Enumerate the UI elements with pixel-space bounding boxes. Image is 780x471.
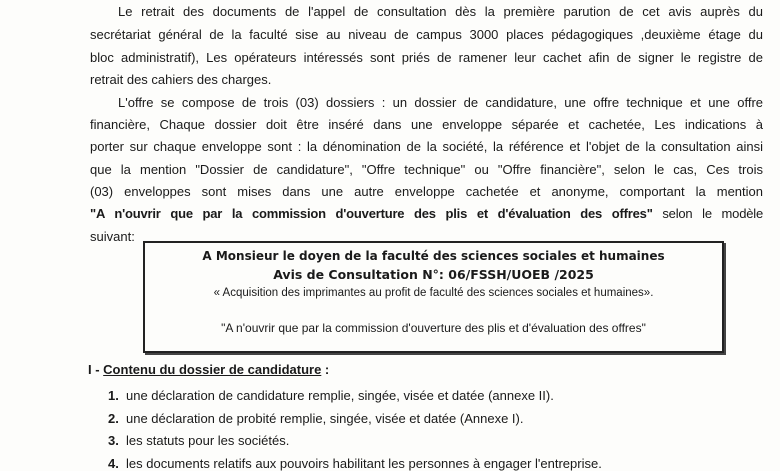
list-item <box>108 433 289 448</box>
list-item <box>108 388 554 403</box>
section-heading <box>88 362 329 377</box>
list-number: 1. <box>108 388 119 403</box>
box-subject: « Acquisition des imprimantes au profit de faculté des sciences sociales et humaines». <box>213 287 654 299</box>
text-line <box>90 205 763 223</box>
section-suffix: : <box>321 362 330 377</box>
text-line: suivant: <box>90 229 135 244</box>
list-text: les documents relatifs aux pouvoirs habilitant les personnes à engager l'entreprise. <box>126 456 602 471</box>
list-number: 4. <box>108 456 119 471</box>
section-title: Contenu du dossier de candidature <box>103 362 322 377</box>
text-line: L'offre se compose de trois (03) dossiers : un dossier de candidature, une offre technique et une offre <box>118 95 763 110</box>
text-line: secrétariat général de la faculté sise au niveau de campus 3000 places pédagogiques ,deuxième étage du <box>90 27 763 42</box>
bold-mention: "A n'ouvrir que par la commission d'ouverture des plis et d'évaluation des offres" <box>90 206 653 221</box>
list-item <box>108 411 523 426</box>
text-line: porter sur chaque enveloppe sont : la dénomination de la société, la référence et l'objet de la consultation ainsi <box>90 139 763 154</box>
box-mention: "A n'ouvrir que par la commission d'ouverture des plis et d'évaluation des offres" <box>221 321 646 335</box>
list-number: 2. <box>108 411 119 426</box>
envelope-model-box <box>143 241 724 353</box>
text-line: (03) enveloppes sont mises dans une autre enveloppe cachetée et anonyme, comportant la mention <box>90 184 763 199</box>
list-number: 3. <box>108 433 119 448</box>
section-prefix: I - <box>88 362 104 377</box>
box-consultation-number: Avis de Consultation N°: 06/FSSH/UOEB /2025 <box>273 267 594 282</box>
list-item <box>108 456 602 471</box>
list-text: les statuts pour les sociétés. <box>126 433 290 448</box>
list-text: une déclaration de candidature remplie, singée, visée et datée (annexe II). <box>126 388 554 403</box>
text-line: financière, Chaque dossier doit être inséré dans une enveloppe séparée et cachetée, Les indications à <box>90 117 763 132</box>
list-text: une déclaration de probité remplie, singée, visée et datée (Annexe I). <box>126 411 524 426</box>
text-tail: selon le modèle <box>652 206 763 221</box>
text-line: que la mention "Dossier de candidature", "Offre technique" ou "Offre financière", selon le cas, Ces trois <box>90 162 763 177</box>
text-line: Le retrait des documents de l'appel de consultation dès la première parution de cet avis auprès du <box>118 4 763 19</box>
box-addressee: A Monsieur le doyen de la faculté des sciences sociales et humaines <box>202 249 665 263</box>
text-line: bloc administratif), Les opérateurs intéressés sont priés de ramener leur cachet afin de signer le registre de <box>90 50 763 65</box>
text-line: retrait des cahiers des charges. <box>90 72 272 87</box>
